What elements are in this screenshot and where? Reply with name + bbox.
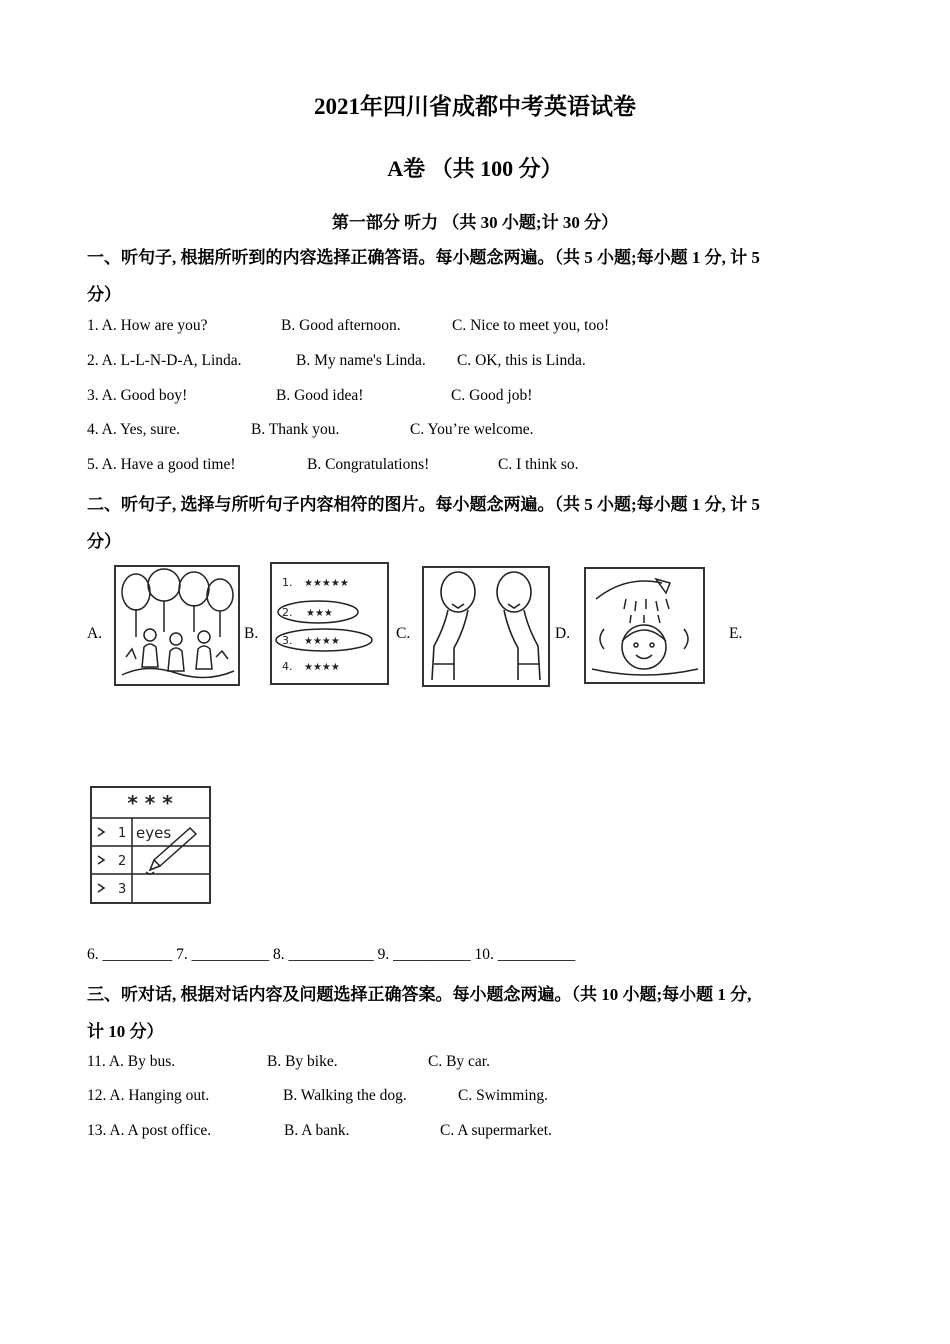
option-a: 4. A. Yes, sure. (87, 421, 181, 438)
rating-stars: ★★★★★ (304, 578, 349, 589)
option-c: C. I think so. (498, 456, 579, 473)
option-c: C. Nice to meet you, too! (452, 317, 610, 334)
option-b: B. Congratulations! (307, 456, 430, 473)
picture-label-e: E. (729, 625, 743, 642)
table-row-number: 2 (118, 854, 127, 869)
option-b: B. My name's Linda. (296, 352, 426, 369)
rating-row-label: 4. (282, 660, 293, 673)
rating-row-label: 1. (282, 576, 293, 589)
option-a: 5. A. Have a good time! (87, 456, 236, 473)
section2-heading-cont: 分） (87, 532, 121, 551)
picture-e-note-table (90, 786, 211, 904)
option-a: 1. A. How are you? (87, 317, 208, 334)
picture-c-bowing-illustration (422, 566, 550, 687)
option-c: C. A supermarket. (440, 1122, 552, 1139)
table-row-number: 1 (118, 826, 127, 841)
section3-heading-cont: 计 10 分） (87, 1022, 164, 1041)
table-header-stars: * * * (127, 791, 173, 815)
option-a: 11. A. By bus. (87, 1053, 176, 1070)
option-b: B. Thank you. (251, 421, 340, 438)
option-c: C. Swimming. (458, 1087, 549, 1104)
paper-section-title: A卷 （共 100 分） (387, 156, 563, 181)
picture-label-d: D. (555, 625, 571, 642)
option-c: C. By car. (428, 1053, 490, 1070)
picture-a-park-illustration (114, 565, 240, 686)
rating-row-label: 2. (282, 606, 293, 619)
table-row-number: 3 (118, 882, 127, 897)
option-a: 13. A. A post office. (87, 1122, 212, 1139)
part-one-heading: 第一部分 听力 （共 30 小题;计 30 分） (331, 213, 619, 232)
section2-heading: 二、听句子, 选择与所听句子内容相符的图片。每小题念两遍。（共 5 小题;每小题 1 分, 计 5 (87, 495, 760, 514)
section1-heading-cont: 分） (87, 285, 121, 304)
table-word: eyes (136, 824, 172, 842)
section3-heading: 三、听对话, 根据对话内容及问题选择正确答案。每小题念两遍。（共 10 小题;每小题 1 分, (87, 985, 752, 1004)
page-title: 2021年四川省成都中考英语试卷 (314, 94, 636, 119)
option-c: C. You’re welcome. (410, 421, 534, 438)
option-a: 3. A. Good boy! (87, 387, 188, 404)
option-b: B. A bank. (284, 1122, 350, 1139)
rating-stars: ★★★★ (304, 662, 340, 673)
rating-stars: ★★★ (306, 608, 333, 619)
picture-label-c: C. (396, 625, 411, 642)
option-c: C. OK, this is Linda. (457, 352, 586, 369)
rating-stars: ★★★★ (304, 636, 340, 647)
option-b: B. By bike. (267, 1053, 338, 1070)
picture-b-rating-list (270, 562, 389, 685)
option-a: 12. A. Hanging out. (87, 1087, 210, 1104)
picture-label-b: B. (244, 625, 259, 642)
option-b: B. Walking the dog. (283, 1087, 407, 1104)
option-a: 2. A. L-L-N-D-A, Linda. (87, 352, 242, 369)
rating-row-label: 3. (282, 634, 293, 647)
option-b: B. Good afternoon. (281, 317, 401, 334)
answer-blanks-line: 6. _________ 7. __________ 8. ___________ 9. __________ 10. __________ (87, 946, 576, 963)
option-c: C. Good job! (451, 387, 533, 404)
picture-label-a: A. (87, 625, 103, 642)
option-b: B. Good idea! (276, 387, 364, 404)
section1-heading: 一、听句子, 根据所听到的内容选择正确答语。每小题念两遍。（共 5 小题;每小题 1 分, 计 5 (87, 248, 760, 267)
picture-d-shower-illustration (584, 567, 705, 684)
